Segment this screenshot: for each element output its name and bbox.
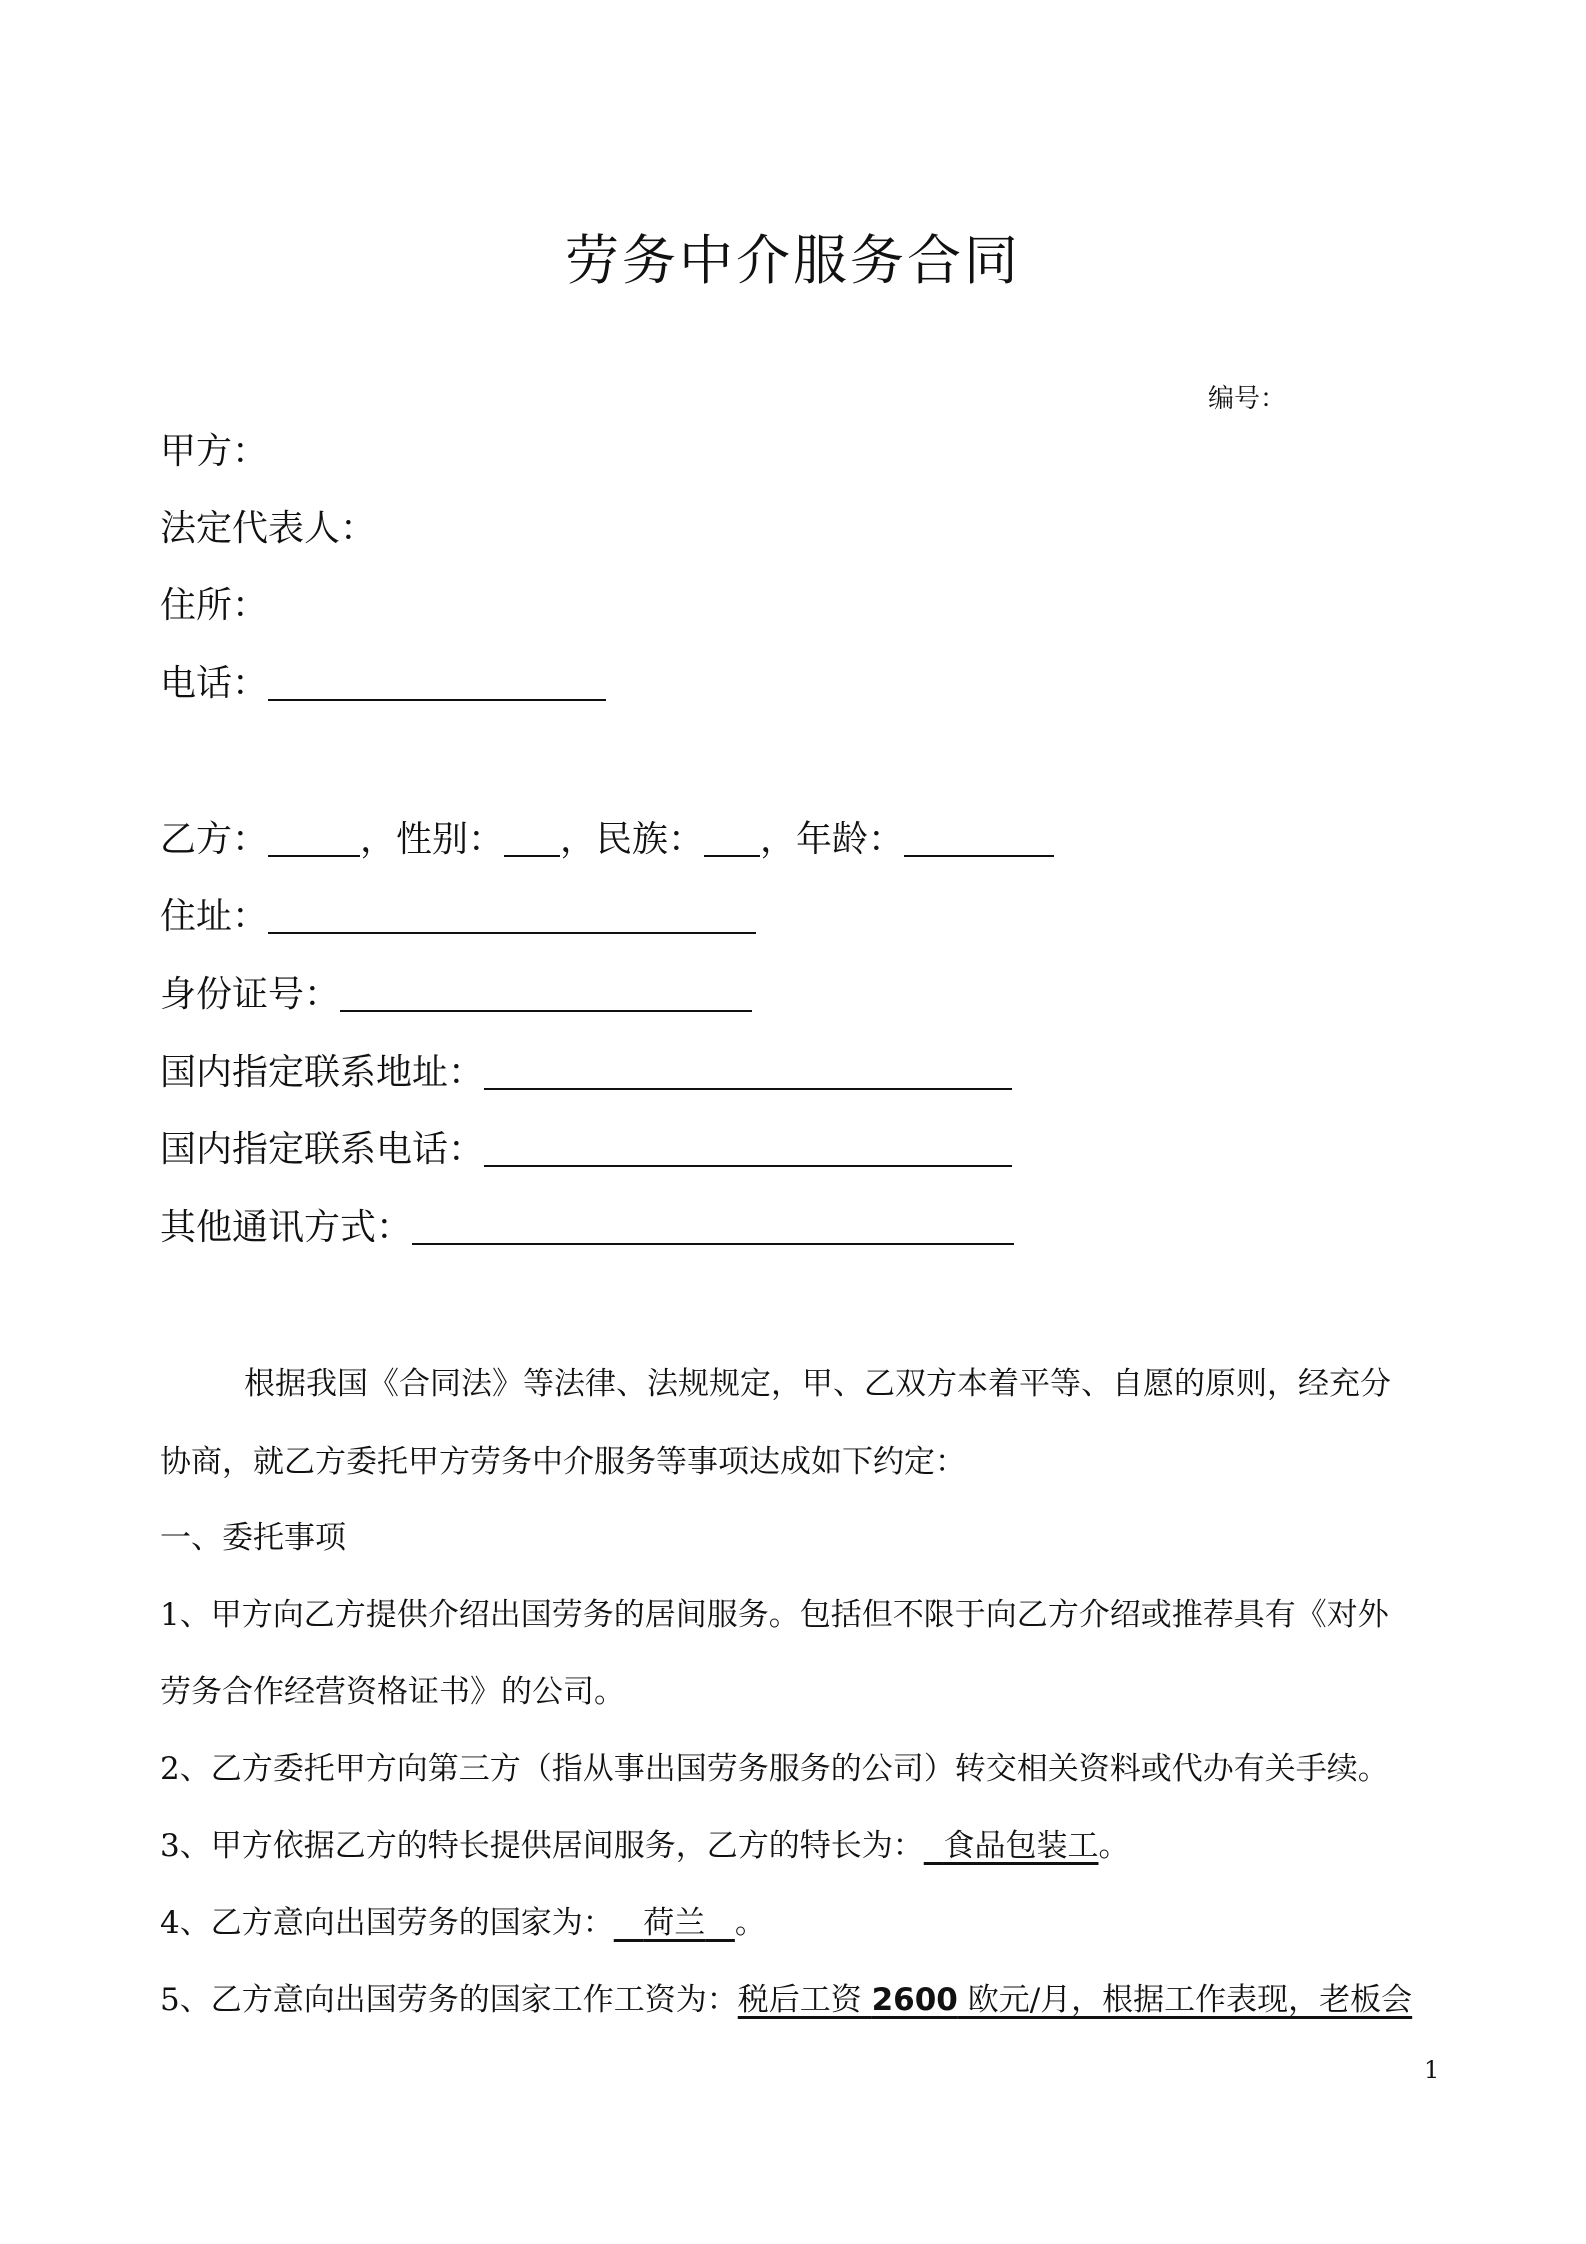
item-5 [160,1961,1450,2039]
domestic-phone-line [160,1128,1012,1172]
item-1-line-1: 1、甲方向乙方提供介绍出国劳务的居间服务。包括但不限于向乙方介绍或推荐具有《对外 [160,1597,1389,1633]
item-2: 2、乙方委托甲方向第三方（指从事出国劳务服务的公司）转交相关资料或代办有关手续。 [160,1751,1389,1787]
page-title: 劳务中介服务合同 [565,229,1021,292]
party-a-address-label: 住所： [160,585,269,626]
party-b-address-field[interactable] [268,898,756,934]
id-number-field[interactable] [340,976,752,1012]
ethnicity-label: ，民族： [560,819,705,860]
party-a-phone-field[interactable] [268,665,606,701]
age-label: ，年龄： [760,819,905,860]
party-a-label: 甲方： [160,431,269,472]
item-4-suffix: 。 [734,1905,766,1941]
salary-value: 税后工资 2600 欧元/月，根据工作表现，老板会 [737,1982,1413,2018]
section-1-heading: 一、委托事项 [160,1520,346,1556]
specialty-value: 食品包装工 [943,1828,1099,1864]
gender-label: ，性别： [360,819,505,860]
other-contact-label: 其他通讯方式： [160,1207,413,1248]
item-1-line-2: 劳务合作经营资格证书》的公司。 [160,1674,625,1710]
party-b-name-field[interactable] [268,821,360,857]
other-contact-field[interactable] [412,1209,1014,1245]
party-b-address-line [160,895,756,939]
gender-field[interactable] [504,821,560,857]
legal-rep-line [160,507,376,551]
domestic-address-field[interactable] [484,1054,1012,1090]
contract-number-label: 编号： [1208,384,1287,414]
domestic-address-line [160,1051,1012,1095]
legal-rep-label: 法定代表人： [160,508,377,549]
other-contact-line [160,1206,1014,1250]
item-3-suffix: 。 [1098,1828,1130,1864]
party-a-phone-label: 电话： [160,663,269,704]
item-3 [160,1807,1450,1885]
id-number-line [160,973,752,1017]
domestic-address-label: 国内指定联系地址： [160,1052,485,1093]
party-b-label: 乙方： [160,819,269,860]
domestic-phone-field[interactable] [484,1131,1012,1167]
preamble-line-2: 协商，就乙方委托甲方劳务中介服务等事项达成如下约定： [160,1444,966,1480]
preamble-line-1: 根据我国《合同法》等法律、法规规定，甲、乙双方本着平等、自愿的原则，经充分 [244,1366,1391,1402]
party-a-phone-line [160,662,606,706]
party-b-address-label: 住址： [160,896,269,937]
age-field[interactable] [904,821,1054,857]
item-4-text: 4、乙方意向出国劳务的国家为： [160,1905,614,1941]
domestic-phone-label: 国内指定联系电话： [160,1129,485,1170]
item-4 [160,1884,1450,1962]
country-value: 荷兰 [643,1905,706,1941]
party-a-line [160,430,268,474]
page-number: 1 [1424,2056,1440,2084]
party-b-line [160,818,1054,862]
item-3-text: 3、甲方依据乙方的特长提供居间服务，乙方的特长为： [160,1828,924,1864]
party-a-address-line [160,584,268,628]
item-5-text: 5、乙方意向出国劳务的国家工作工资为： [160,1982,738,2018]
ethnicity-field[interactable] [704,821,760,857]
id-number-label: 身份证号： [160,974,341,1015]
